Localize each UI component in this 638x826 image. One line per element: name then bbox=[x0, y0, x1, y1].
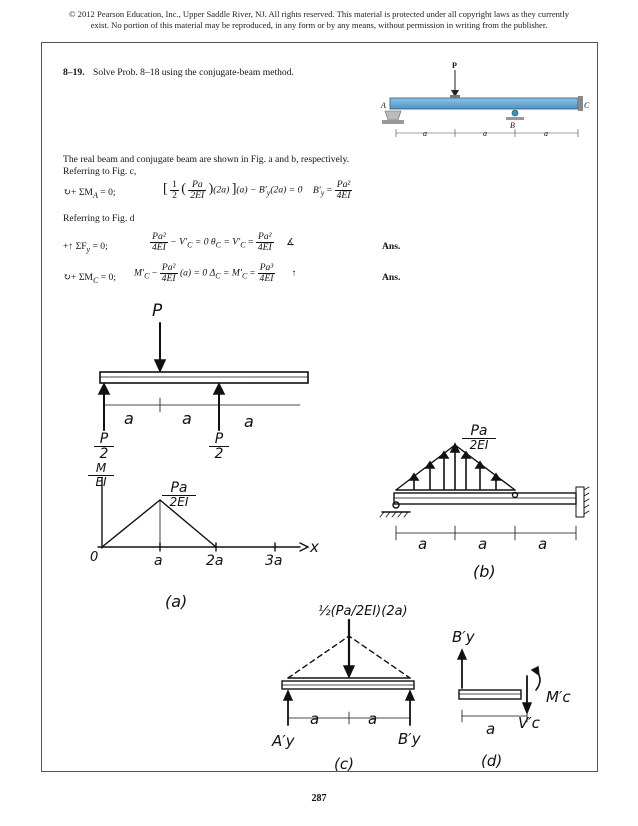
fig-d-shear-label: V′c bbox=[518, 714, 540, 732]
top-load-label: P bbox=[452, 61, 457, 70]
fig-c-resultant-label: ½(Pa/2EI)(2a) bbox=[318, 604, 408, 619]
equation-3: ↻+ $\Sigma M_C = 0$; bbox=[63, 272, 116, 285]
fig-a-tick-3a: 3a bbox=[265, 553, 283, 569]
copyright-line-1: © 2012 Pearson Education, Inc., Upper Saddle River, NJ. All rights reserved. This material is protected under all copyright laws as they currently bbox=[68, 9, 570, 19]
copyright-notice bbox=[30, 9, 608, 31]
support-a-label: A bbox=[381, 101, 386, 110]
fig-a-m-over-ei: M EI bbox=[88, 462, 114, 489]
fig-c-reaction-b: B′y bbox=[398, 730, 421, 748]
fig-b-caption: (b) bbox=[473, 562, 496, 581]
fig-a-dim-2: a bbox=[182, 409, 192, 428]
equation-2: +↑ $\Sigma F_y = 0$; bbox=[63, 241, 108, 254]
equation-1-body: [ $\frac{1}{2}$ ( $\frac{Pa}{2EI}$ )(2a) ]$(a) - B'_y(2a) = 0$ $B'_y$ = $\frac{\text{Pa²}}{4EI}$ bbox=[163, 179, 351, 201]
fig-a-tick-2a: 2a bbox=[206, 553, 224, 569]
fig-d-reaction-b: B′y bbox=[452, 628, 475, 646]
fig-d-caption: (d) bbox=[481, 752, 503, 770]
dim-label-1: a bbox=[423, 129, 427, 138]
dim-label-2: a bbox=[483, 129, 487, 138]
fig-a-reaction-right: P 2 bbox=[209, 432, 229, 461]
fig-a-origin: 0 bbox=[90, 550, 99, 565]
dim-label-3: a bbox=[544, 129, 548, 138]
fig-c-reaction-a: A′y bbox=[272, 732, 295, 750]
equation-1: ↻+ $\Sigma M_A = 0$; bbox=[63, 187, 116, 200]
answer-1: Ans. bbox=[382, 241, 401, 252]
fig-a-x-axis: x bbox=[310, 538, 319, 556]
copyright-line-2: exist. No portion of this material may be reproduced, in any form or by any means, without permission in writing from the publisher. bbox=[90, 20, 548, 30]
support-b-label: B bbox=[510, 121, 515, 130]
fig-b-dim-3: a bbox=[538, 535, 548, 553]
support-c-label: C bbox=[584, 101, 590, 110]
fig-b-dim-1: a bbox=[418, 535, 428, 553]
fig-a-caption: (a) bbox=[165, 592, 188, 611]
equation-3-body: $M'_C$ − $\frac{\text{Pa²}}{4EI}$ (a) = 0 $\Delta_C = M'_C$ = $\frac{\text{Pa³}}{4EI}$ ↑ bbox=[134, 262, 297, 284]
fig-a-peak-label: Pa 2EI bbox=[162, 482, 196, 509]
fig-c-dim-1: a bbox=[310, 710, 320, 728]
fig-c-caption: (c) bbox=[334, 755, 354, 773]
fig-b-load-label: Pa 2EI bbox=[462, 425, 496, 452]
fig-c-dim-2: a bbox=[368, 710, 378, 728]
fig-d-dim: a bbox=[486, 720, 496, 738]
problem-text: Solve Prob. 8–18 using the conjugate-beam method. bbox=[93, 67, 294, 78]
fig-d-moment-label: M′c bbox=[546, 688, 571, 706]
page-frame bbox=[41, 42, 598, 772]
problem-number: 8–19. bbox=[63, 67, 85, 78]
page-number: 287 bbox=[311, 793, 327, 804]
problem-statement bbox=[63, 67, 294, 78]
fig-a-tick-a: a bbox=[154, 553, 163, 569]
intro-line-2: Referring to Fig. c, bbox=[63, 166, 137, 177]
fig-b-dim-2: a bbox=[478, 535, 488, 553]
reference-fig-d: Referring to Fig. d bbox=[63, 213, 135, 224]
fig-a-load-label: P bbox=[152, 301, 163, 321]
fig-a-dim-3: a bbox=[244, 412, 254, 431]
fig-a-dim-1: a bbox=[124, 409, 134, 428]
intro-line-1: The real beam and conjugate beam are shown in Fig. a and b, respectively. bbox=[63, 154, 350, 165]
equation-2-body: $\frac{\text{Pa²}}{4EI}$ − $V'_C = 0$ $\theta_C = V'_C$ = $\frac{\text{Pa²}}{4EI}$ ∡ bbox=[152, 231, 295, 253]
answer-2: Ans. bbox=[382, 272, 401, 283]
fig-a-reaction-left: P 2 bbox=[94, 432, 114, 461]
